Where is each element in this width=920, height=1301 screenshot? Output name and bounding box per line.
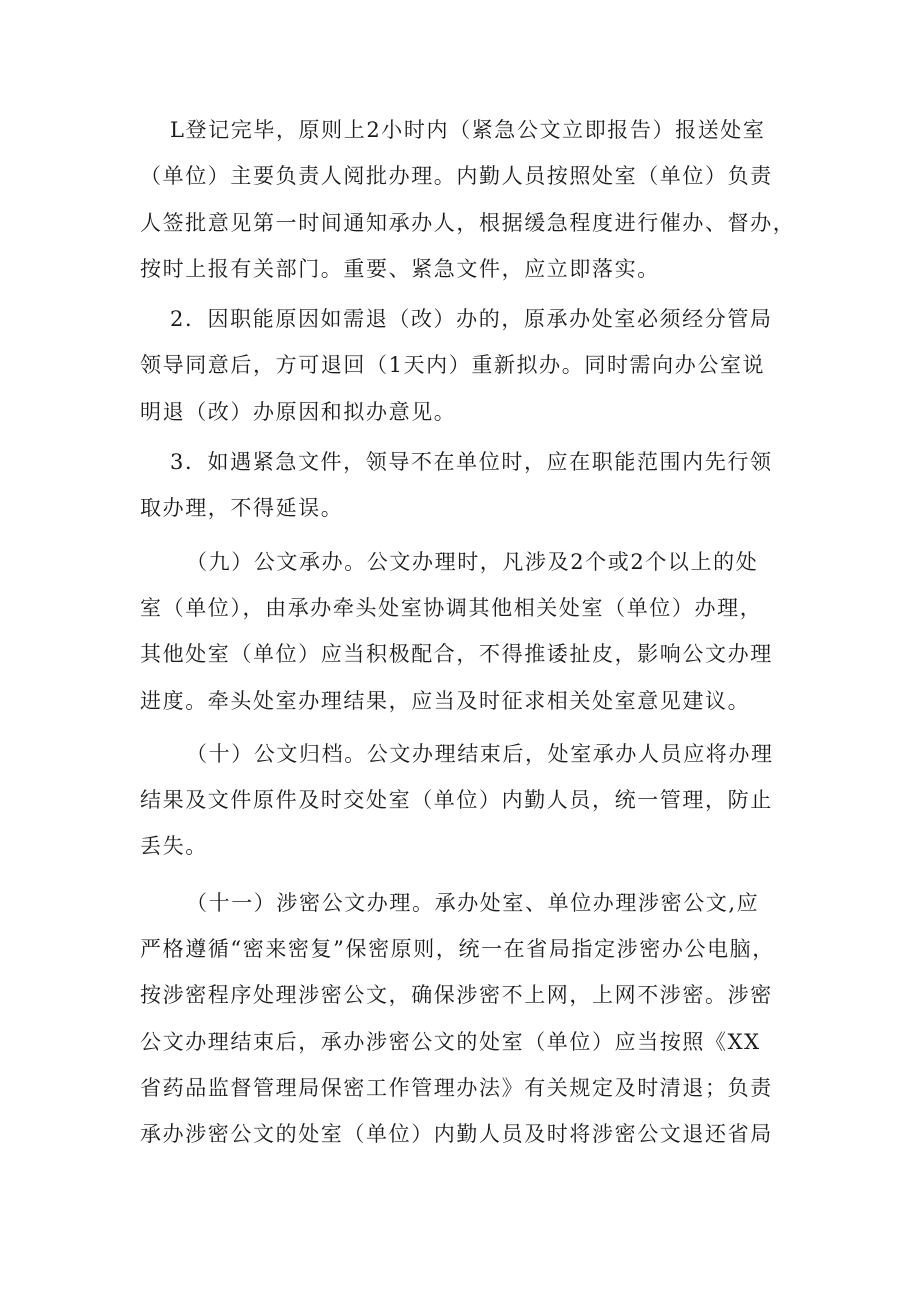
paragraph-item-3	[140, 439, 800, 532]
text-line: 领导同意后，方可退回（1天内）重新拟办。同时需向办公室说	[140, 353, 766, 378]
text-line: 丢失。	[140, 834, 208, 859]
text-line: L登记完毕，原则上2小时内（紧急公文立即报告）报送处室	[170, 118, 766, 142]
text-line: 人签批意见第一时间通知承办人，根据缓急程度进行催办、督办，	[140, 210, 796, 235]
text-line: 室（单位），由承办牵头处室协调其他相关处室（单位）办理，	[140, 595, 763, 620]
text-line: 结果及文件原件及时交处室（单位）内勤人员，统一管理，防止	[140, 788, 773, 813]
text-line: 2．因职能原因如需退（改）办的，原承办处室必须经分管局	[170, 307, 773, 332]
text-line: 其他处室（单位）应当积极配合，不得推诿扯皮，影响公文办理	[140, 642, 773, 667]
text-line: 严格遵循“密来密复”保密原则，统一在省局指定涉密办公电脑，	[140, 937, 775, 962]
text-line: 取办理，不得延误。	[140, 496, 344, 521]
paragraph-registration	[140, 107, 800, 292]
paragraph-section-9	[140, 539, 800, 724]
text-line: （十一）涉密公文办理。承办处室、单位办理涉密公文,应	[186, 890, 760, 915]
paragraph-item-2	[140, 296, 800, 435]
document-body	[140, 107, 800, 1158]
text-line: 承办涉密公文的处室（单位）内勤人员及时将涉密公文退还省局	[140, 1122, 773, 1147]
paragraph-section-10	[140, 731, 800, 870]
text-line: 公文办理结束后，承办涉密公文的处室（单位）应当按照《XX	[140, 1029, 761, 1054]
text-line: （单位）主要负责人阅批办理。内勤人员按照处室（单位）负责	[140, 164, 773, 189]
text-line: 进度。牵头处室办理结果，应当及时征求相关处室意见建议。	[140, 688, 751, 713]
text-line: 按涉密程序处理涉密公文，确保涉密不上网，上网不涉密。涉密	[140, 983, 773, 1008]
text-line: 3．如遇紧急文件，领导不在单位时，应在职能范围内先行领	[170, 450, 773, 475]
paragraph-section-11	[140, 880, 800, 1158]
text-line: （十）公文归档。公文办理结束后，处室承办人员应将办理	[186, 741, 774, 766]
text-line: 按时上报有关部门。重要、紧急文件，应立即落实。	[140, 256, 660, 281]
text-line: 省药品监督管理局保密工作管理办法》有关规定及时清退；负责	[140, 1075, 773, 1100]
text-line: 明退（改）办原因和拟办意见。	[140, 399, 457, 424]
text-line: （九）公文承办。公文办理时，凡涉及2个或2个以上的处	[186, 549, 759, 574]
